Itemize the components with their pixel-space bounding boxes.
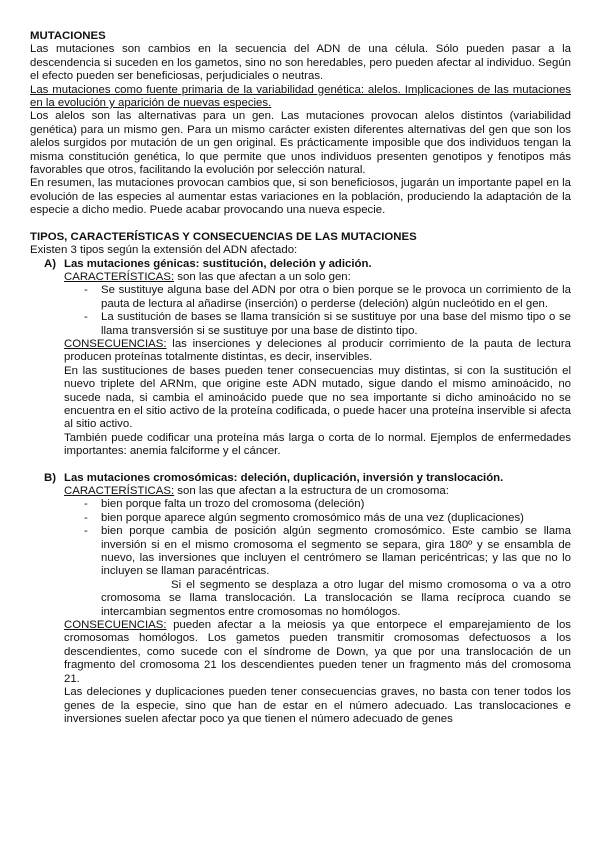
document-page xyxy=(30,30,571,726)
list-item-text: bien porque falta un trozo del cromosoma (deleción) xyxy=(101,498,365,511)
document-title: MUTACIONES xyxy=(30,30,106,42)
dash-bullet: - xyxy=(84,284,88,297)
section-a-letter: A) xyxy=(44,257,57,270)
section-a-list xyxy=(84,284,571,338)
types-title: TIPOS, CARACTERÍSTICAS Y CONSECUENCIAS DE LAS MUTACIONES xyxy=(30,230,417,243)
section-a-title: Las mutaciones génicas: sustitución, deleción y adición. xyxy=(64,257,372,270)
section-a-paragraph-3: También puede codificar una proteína más larga o corta de lo normal. Ejemplos de enfermedades importantes: anemia falciforme y el cáncer. xyxy=(64,431,571,458)
alelos-paragraph: Los alelos son las alternativas para un gen. Las mutaciones provocan alelos distintos (variabilidad genética) para un mismo gen. Para un mismo carácter existen diferentes alternativas del gen que son los alelos surgidos por mutación de un gen original. Es prácticamente imposible que dos individuos tengan la misma constitución genética, lo que permite que unos individuos presenten genotipos y fenotipos más favorables que otros, facilitando la evolución por selección natural. xyxy=(30,110,571,177)
characteristics-label: CARACTERÍSTICAS: xyxy=(64,270,175,283)
section-b-letter: B) xyxy=(44,471,57,484)
consequences-text: pueden afectar a la meiosis ya que entorpece el emparejamiento de los cromosomas homólogos. Los gametos pueden transmitir cromosomas defectuosos a los descendientes, como sucede con el síndrome de Down, ya que por una translocación de un fragmento del cromosoma 21 los descendientes pueden tener un fragmento más del cromosoma 21. xyxy=(64,619,571,685)
list-item-text: Se sustituye alguna base del ADN por otra o bien porque se le provoca un corrimiento de la pauta de lectura al añadirse (inserción) o perderse (deleción) algún nucleótido en el gen. xyxy=(101,284,571,310)
characteristics-text: son las que afectan a un solo gen: xyxy=(174,270,351,283)
section-a-consequences xyxy=(64,338,571,365)
section-b-characteristics xyxy=(64,485,571,498)
consequences-label: CONSECUENCIAS: xyxy=(64,619,167,632)
consequences-label: CONSECUENCIAS: xyxy=(64,337,167,350)
summary-paragraph: En resumen, las mutaciones provocan cambios que, si son beneficiosos, jugarán un importante papel en la evolución de las especies al aumentar estas variaciones en la población, produciendo la adaptación de la especie a dicho medio. Puede acabar provocando una nueva especie. xyxy=(30,177,571,217)
section-b-heading xyxy=(44,472,571,485)
translocation-paragraph xyxy=(101,579,571,619)
list-item xyxy=(84,512,571,525)
section-a-paragraph-2: En las sustituciones de bases pueden tener consecuencias muy distintas, si con la sustitución el nuevo triplete del ARNm, que origine este ADN mutado, sigue dando el mismo aminoácido, no sucede nada, si cambia el aminoácido puede que no sea importante si dicho aminoácido no se encuentra en el sitio activo de la proteína codificada, o puede hacer una proteína inservible si afecta al sitio activo. xyxy=(64,364,571,431)
section-b-list xyxy=(84,498,571,578)
section-b-title: Las mutaciones cromosómicas: deleción, duplicación, inversión y translocación. xyxy=(64,471,504,484)
types-intro: Existen 3 tipos según la extensión del ADN afectado: xyxy=(30,244,298,257)
characteristics-label: CARACTERÍSTICAS: xyxy=(64,485,175,497)
dash-bullet: - xyxy=(84,311,88,324)
translocation-text: Si el segmento se desplaza a otro lugar del mismo cromosoma o va a otro cromosoma se llama translocación. La translocación se llama recíproca cuando se intercambian segmentos entre cromosomas no homólogos. xyxy=(101,578,571,618)
list-item-text: bien porque aparece algún segmento cromosómico más de una vez (duplicaciones) xyxy=(101,511,524,524)
list-item xyxy=(84,525,571,579)
spacer xyxy=(30,459,571,472)
spacer xyxy=(30,218,571,231)
section-a-heading xyxy=(44,258,571,271)
list-item xyxy=(84,311,571,338)
section-a-characteristics xyxy=(64,271,571,284)
consequences-text: las inserciones y deleciones al producir corrimiento de la pauta de lectura producen proteínas totalmente distintas, es decir, inservibles. xyxy=(64,337,571,364)
variability-subheading: Las mutaciones como fuente primaria de la variabilidad genética: alelos. Implicaciones de las mutaciones en la evolución y aparición de nuevas especies. xyxy=(30,83,571,110)
intro-paragraph: Las mutaciones son cambios en la secuencia del ADN de una célula. Sólo pueden pasar a la descendencia si suceden en los gametos, sino no son heredables, pero pueden afectar al individuo. Según el efecto pueden ser beneficiosas, perjudiciales o neutras. xyxy=(30,43,571,83)
list-item-text: bien porque cambia de posición algún segmento cromosómico. Este cambio se llama inversión si en el mismo cromosoma el segmento se separa, gira 180º y se ensambla de nuevo, las inversiones que incluyen el centrómero se llaman pericéntricas; y las que no lo incluyen se llaman paracéntricas. xyxy=(101,525,571,578)
section-b-consequences xyxy=(64,619,571,686)
list-item-text: La sustitución de bases se llama transición si se sustituye por una base del mismo tipo o se llama transversión si se sustituye por una base de distinto tipo. xyxy=(101,311,571,337)
section-b-paragraph-2: Las deleciones y duplicaciones pueden tener consecuencias graves, no basta con tener todos los genes de la especie, sino que han de estar en el número adecuado. Las translocaciones e inversiones suelen afectar poco ya que tienen el número adecuado de genes xyxy=(64,686,571,725)
characteristics-text: son las que afectan a la estructura de un cromosoma: xyxy=(174,485,449,497)
dash-bullet: - xyxy=(84,511,88,524)
list-item xyxy=(84,498,571,511)
dash-bullet: - xyxy=(84,525,88,538)
dash-bullet: - xyxy=(84,498,88,511)
list-item xyxy=(84,284,571,311)
